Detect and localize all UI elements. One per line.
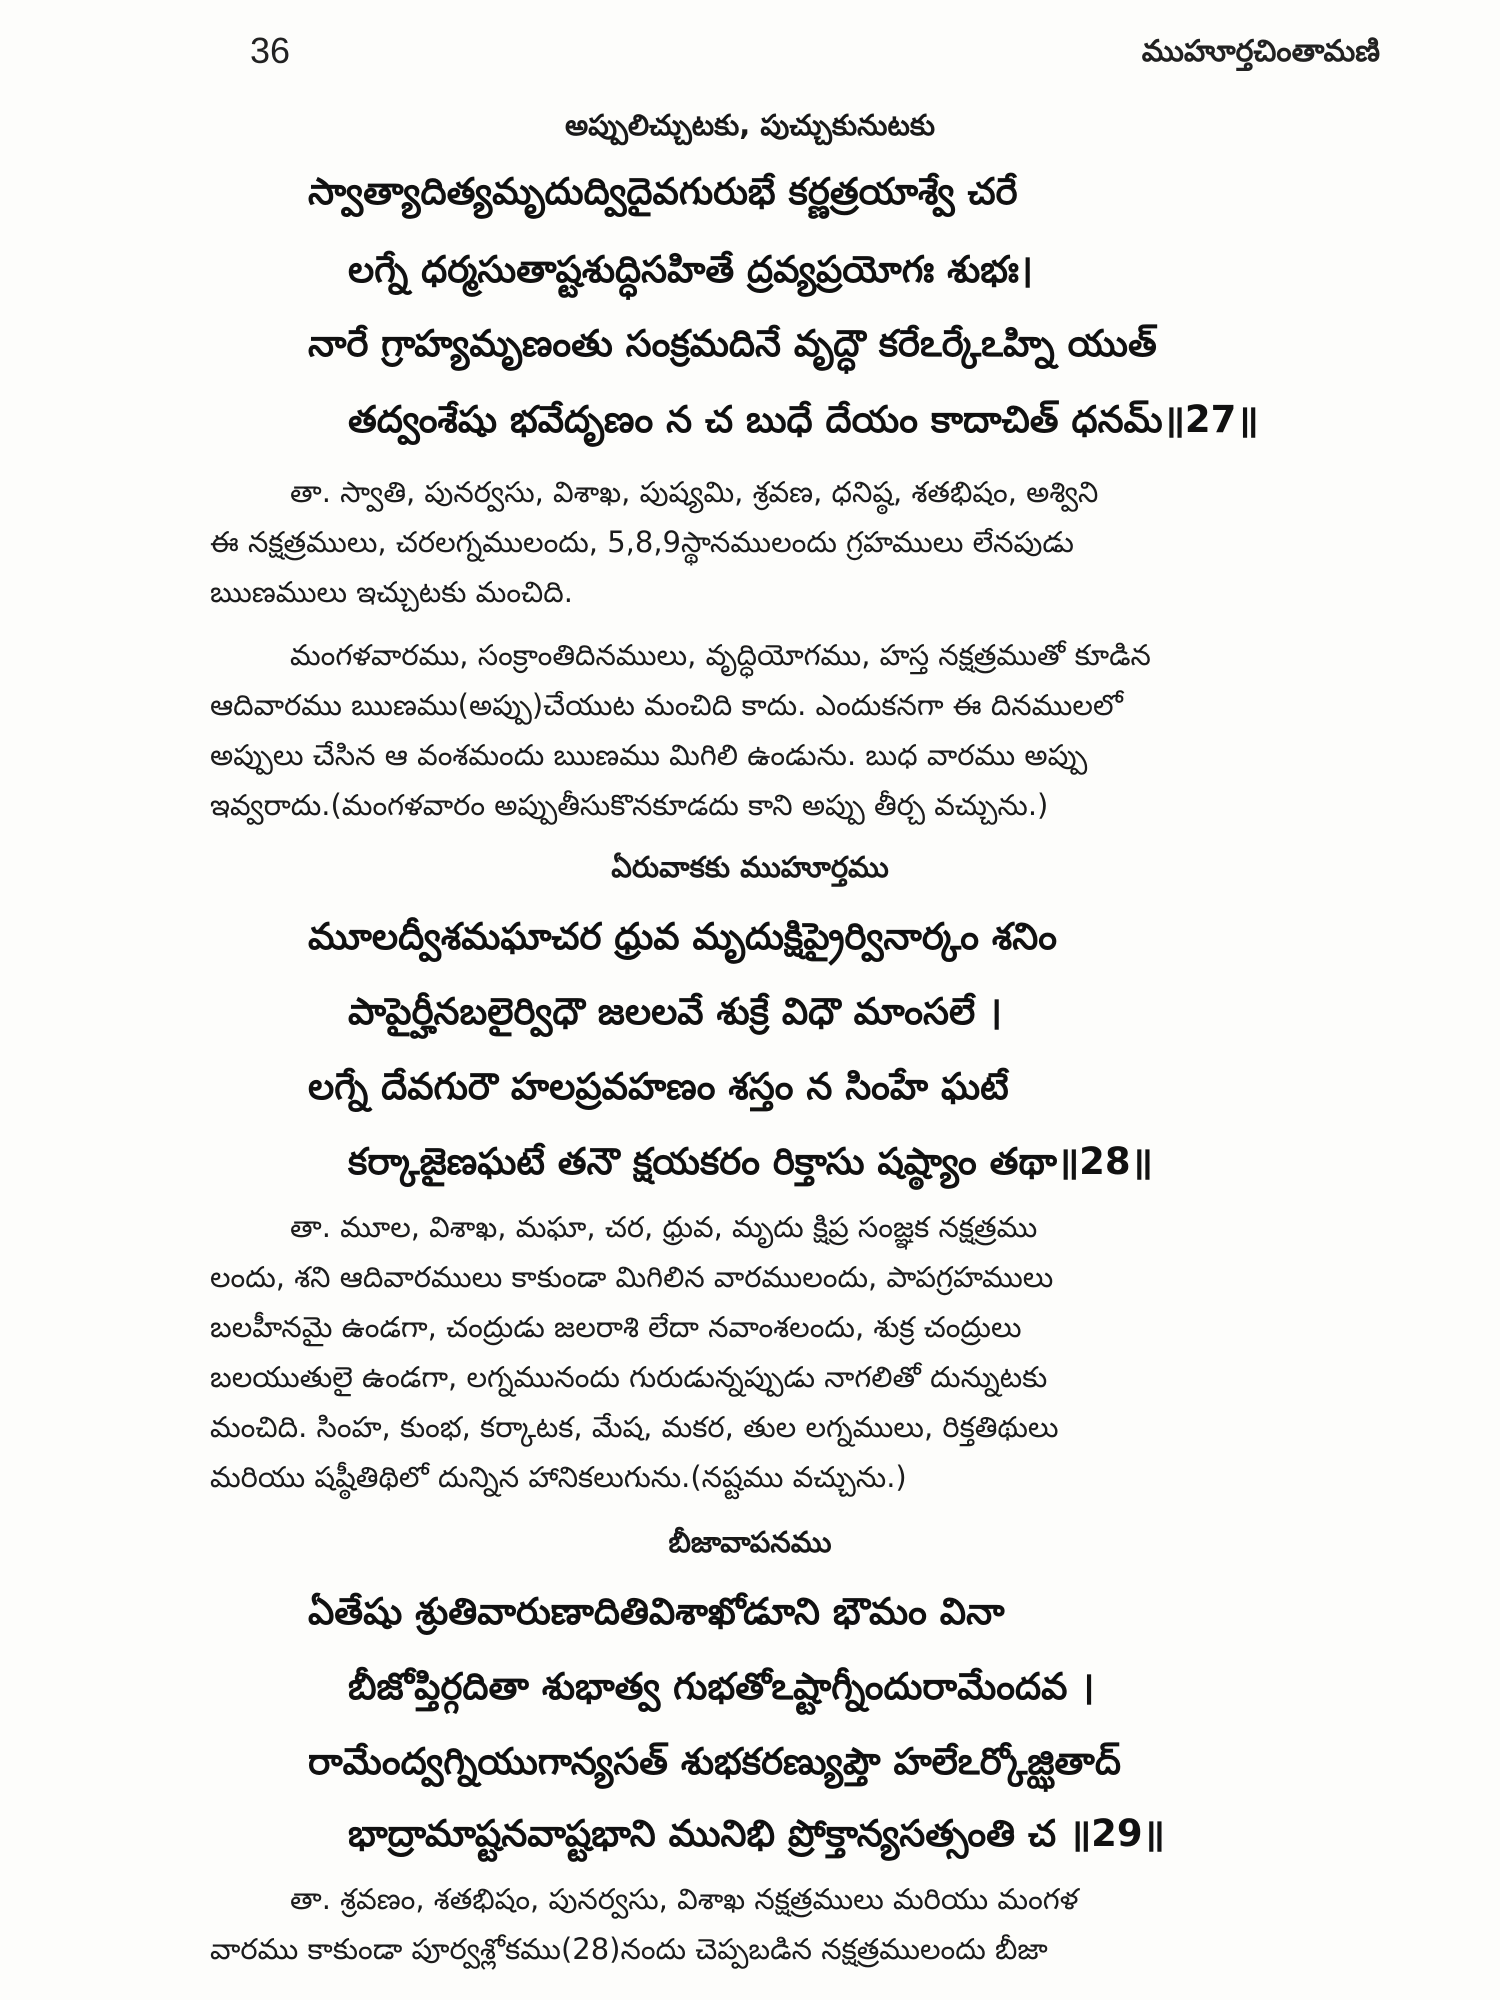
- verse-line: రామేంద్వగ్నియుగాన్యసత్ శుభకరణ్యుప్తౌ హలేఽర్కోజ్ఝితాద్: [308, 1740, 1121, 1783]
- verse-line: నారే గ్రాహ్యమృణంతు సంక్రమదినే వృద్ధౌ కరేఽర్కేఽహ్ని యుత్: [308, 322, 1157, 365]
- page-number: 36: [250, 30, 291, 71]
- verse-line: లగ్నే ధర్మసుతాష్టశుద్ధిసహితే ద్రవ్యప్రయోగః శుభః।: [348, 248, 1033, 291]
- verse-line: కర్కాజైణఘటే తనౌ క్షయకరం రిక్తాసు షష్ఠ్యాం తథా॥28॥: [348, 1140, 1153, 1183]
- verse-line: స్వాత్యాదిత్యమృదుద్విదైవగురుభే కర్ణత్రయాశ్వే చరే: [308, 170, 1018, 213]
- paragraph-line: మంగళవారము, సంక్రాంతిదినములు, వృద్ధియోగము, హస్త నక్షత్రముతో కూడిన: [290, 638, 1151, 672]
- paragraph-line: తా. శ్రవణం, శతభిషం, పునర్వసు, విశాఖ నక్షత్రములు మరియు మంగళ: [290, 1882, 1079, 1916]
- paragraph-line: తా. స్వాతి, పునర్వసు, విశాఖ, పుష్యమి, శ్రవణ, ధనిష్ఠ, శతభిషం, అశ్విని: [290, 475, 1099, 509]
- paragraph-line: అప్పులు చేసిన ఆ వంశమందు ఋణము మిగిలి ఉండును. బుధ వారము అప్పు: [210, 738, 1088, 772]
- paragraph-line: ఋణములు ఇచ్చుటకు మంచిది.: [210, 575, 573, 609]
- paragraph-line: వారము కాకుండా పూర్వశ్లోకము(28)నందు చెప్పబడిన నక్షత్రములందు బీజా: [210, 1932, 1048, 1966]
- paragraph-line: తా. మూల, విశాఖ, మఘా, చర, ధ్రువ, మృదు క్షిప్ర సంజ్ఞక నక్షత్రము: [290, 1210, 1038, 1244]
- paragraph-line: లందు, శని ఆదివారములు కాకుండా మిగిలిన వారములందు, పాపగ్రహములు: [210, 1260, 1054, 1294]
- paragraph-line: మంచిది. సింహ, కుంభ, కర్కాటక, మేష, మకర, తుల లగ్నములు, రిక్తతిథులు: [210, 1410, 1059, 1444]
- verse-line: బీజోప్తిర్గదితా శుభాత్వ గుభతోఽష్టాగ్నీందురామేందవ ।: [348, 1665, 1095, 1708]
- verse-line: లగ్నే దేవగురౌ హలప్రవహణం శస్తం న సింహే ఘటే: [308, 1065, 1009, 1108]
- verse-line: భాద్రామాష్టనవాష్టభాని మునిభి ప్రోక్తాన్యసత్సంతి చ ॥29॥: [348, 1812, 1165, 1855]
- paragraph-line: బలయుతులై ఉండగా, లగ్నమునందు గురుడున్నప్పుడు నాగలితో దున్నుటకు: [210, 1360, 1048, 1394]
- paragraph-line: ఆదివారము ఋణము(అప్పు)చేయుట మంచిది కాదు. ఎందుకనగా ఈ దినములలో: [210, 688, 1123, 722]
- paragraph-line: బలహీనమై ఉండగా, చంద్రుడు జలరాశి లేదా నవాంశలందు, శుక్ర చంద్రులు: [210, 1310, 1022, 1344]
- verse-line: పాపైర్హీనబలైర్విధౌ జలలవే శుక్రే విధౌ మాంసలే ।: [348, 990, 1003, 1033]
- book-title: ముహూర్తచింతామణి: [1141, 34, 1380, 69]
- paragraph-line: ఇవ్వరాదు.(మంగళవారం అప్పుతీసుకొనకూడదు కాని అప్పు తీర్చ వచ్చును.): [210, 788, 1049, 822]
- section-heading-ploughing: ఏరువాకకు ముహూర్తము: [611, 850, 889, 884]
- paragraph-line: ఈ నక్షత్రములు, చరలగ్నములందు, 5,8,9స్థానములందు గ్రహములు లేనపుడు: [210, 525, 1074, 559]
- verse-line: ఏతేషు శ్రుతివారుణాదితివిశాఖోడూని భౌమం వినా: [308, 1590, 1005, 1633]
- verse-line: తద్వంశేషు భవేదృణం న చ బుధే దేయం కాదాచిత్ ధనమ్॥27॥: [348, 398, 1259, 441]
- section-heading-loans: అప్పులిచ్చుటకు, పుచ్చుకునుటకు: [564, 108, 936, 142]
- section-heading-sowing: బీజావాపనము: [668, 1525, 832, 1559]
- verse-line: మూలద్వీశమఘాచర ధ్రువ మృదుక్షిప్రైర్వినార్కం శనిం: [308, 915, 1058, 958]
- paragraph-line: మరియు షష్ఠీతిథిలో దున్నిన హానికలుగును.(నష్టము వచ్చును.): [210, 1460, 907, 1494]
- page-header: [250, 30, 1380, 90]
